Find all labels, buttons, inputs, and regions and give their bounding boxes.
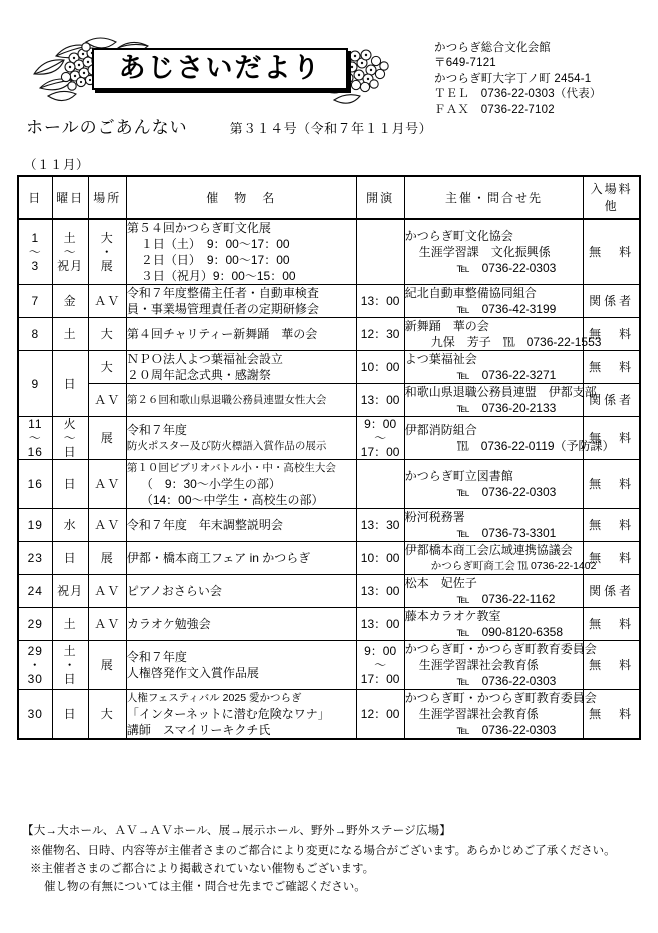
table-row: [18, 641, 640, 690]
table-row: [18, 318, 640, 351]
cell-start-time: [356, 219, 404, 285]
col-header-time: 開演: [356, 176, 404, 219]
cell-event-name: 令和７年度 防火ポスター及び防火標語入賞作品の展示: [126, 417, 356, 460]
cell-day: 7: [18, 285, 52, 318]
cell-admission-fee: 無 料: [584, 608, 640, 641]
cell-admission-fee: 無 料: [584, 219, 640, 285]
cell-admission-fee: 無 料: [584, 690, 640, 740]
col-header-day: 日: [18, 176, 52, 219]
cell-venue: 大: [88, 318, 126, 351]
cell-organizer-contact: 伊都消防組合 ℡ 0736-22-0119（予防課）: [404, 417, 584, 460]
cell-venue: ＡＶ: [88, 575, 126, 608]
cell-day: 30: [18, 690, 52, 740]
cell-day-of-week: 土: [52, 608, 88, 641]
note-confirm: 催し物の有無については主催・問合せ先までご確認ください。: [44, 881, 366, 893]
cell-day-of-week: 日: [52, 690, 88, 740]
cell-organizer-contact: 新舞踊 華の会 九保 芳子 ℡ 0736-22-1553: [404, 319, 602, 349]
cell-event-name: 第１０回ビブリオバトル小・中・高校生大会 （ 9：30〜小学生の部） （14：00〜中学生・高校生の部）: [126, 460, 356, 509]
table-row: [18, 285, 640, 318]
col-header-fee: 入場料他: [584, 176, 640, 219]
cell-day: 8: [18, 318, 52, 351]
cell-admission-fee: 関係者: [584, 285, 640, 318]
table-row: [18, 509, 640, 542]
cell-venue: ＡＶ: [88, 509, 126, 542]
cell-admission-fee: 関係者: [584, 575, 640, 608]
cell-day: 11 〜 16: [18, 417, 52, 460]
cell-day-of-week: 日: [52, 460, 88, 509]
cell-day: 29 ・ 30: [18, 641, 52, 690]
cell-day-of-week: 土 〜 祝月: [52, 219, 88, 285]
col-header-place: 場所: [88, 176, 126, 219]
cell-venue: 展: [88, 417, 126, 460]
note-unlisted: ※主催者さまのご都合により掲載されていない催物もございます。: [30, 863, 375, 875]
table-row: [18, 460, 640, 509]
cell-event-name: ピアノおさらい会: [126, 575, 356, 608]
table-row: [18, 384, 640, 417]
masthead: [0, 0, 658, 116]
cell-admission-fee: 関係者: [584, 384, 640, 417]
cell-organizer-contact: 伊都橋本商工会広域連携協議会 かつらぎ町商工会 ℡ 0736-22-1402: [404, 542, 584, 575]
cell-admission-fee: 無 料: [584, 417, 640, 460]
cell-admission-fee: 無 料: [584, 509, 640, 542]
table-row: [18, 608, 640, 641]
cell-organizer-contact: 和歌山県退職公務員連盟 伊都支部 ℡ 0736-20-2133: [404, 385, 597, 415]
cell-venue: 展: [88, 542, 126, 575]
issue-number: 第３１４号（令和７年１１月号）: [229, 121, 433, 136]
cell-venue: ＡＶ: [88, 285, 126, 318]
col-header-event: 催 物 名: [126, 176, 356, 219]
cell-start-time: 9：00 〜 17：00: [356, 417, 404, 460]
cell-organizer-contact: 藤本カラオケ教室 ℡ 090-8120-6358: [404, 608, 584, 641]
cell-start-time: 13：00: [356, 285, 404, 318]
cell-start-time: 13：00: [356, 384, 404, 417]
cell-day-of-week: 日: [52, 542, 88, 575]
cell-event-name: 伊都・橋本商工フェア in かつらぎ: [126, 542, 356, 575]
cell-venue: 展: [88, 641, 126, 690]
cell-day-of-week: 水: [52, 509, 88, 542]
venue-postal-code: 〒649-7121: [434, 57, 496, 70]
note-changes: ※催物名、日時、内容等が主催者さまのご都合により変更になる場合がございます。あらかじめご了承ください。: [30, 845, 616, 857]
venue-contact-block: [434, 41, 602, 118]
cell-venue: ＡＶ: [88, 384, 126, 417]
cell-event-name: 令和７年度 人権啓発作文入賞作品展: [126, 641, 356, 690]
cell-day: 19: [18, 509, 52, 542]
venue-fax: ＦＡＸ 0736-22-7102: [434, 103, 555, 116]
hall-guide-heading: ホールのごあんない: [26, 118, 188, 138]
newsletter-title-text: あじさいだより: [118, 52, 322, 84]
cell-admission-fee: 無 料: [584, 641, 640, 690]
cell-start-time: 13：00: [356, 608, 404, 641]
cell-organizer-contact: 粉河税務署 ℡ 0736-73-3301: [404, 509, 584, 542]
cell-event-name: 第５４回かつらぎ町文化展 １日（土） 9：00〜17：00 ２日（日） 9：00〜17：00 ３日（祝月）9：00〜15：00: [126, 219, 356, 285]
venue-abbreviation-legend: 【大→大ホール、ＡＶ→ＡＶホール、展→展示ホール、野外→野外ステージ広場】: [22, 825, 451, 837]
cell-day-of-week: 火 〜 日: [52, 417, 88, 460]
venue-address: かつらぎ町大字丁ノ町 2454-1: [434, 72, 592, 85]
cell-event-name: 令和７年度整備主任者・自動車検査 員・事業場管理責任者の定期研修会: [126, 285, 356, 318]
cell-day-of-week: 祝月: [52, 575, 88, 608]
cell-admission-fee: 無 料: [584, 542, 640, 575]
month-label: （１１月）: [24, 158, 90, 172]
cell-organizer-contact: よつ葉福祉会 ℡ 0736-22-3271: [404, 351, 584, 384]
venue-tel: ＴＥＬ 0736-22-0303（代表）: [434, 88, 602, 101]
cell-start-time: 9：00 〜 17：00: [356, 641, 404, 690]
cell-start-time: 10：00: [356, 542, 404, 575]
cell-start-time: 12：00: [356, 690, 404, 740]
cell-day: 9: [18, 351, 52, 417]
cell-admission-fee: 無 料: [584, 351, 640, 384]
cell-venue: 大 ・ 展: [88, 219, 126, 285]
cell-event-name: 第４回チャリティー新舞踊 華の会: [126, 318, 356, 351]
cell-event-name: ＮＰＯ法人よつ葉福祉会設立 ２０周年記念式典・感謝祭: [126, 351, 356, 384]
cell-organizer-contact: かつらぎ町立図書館 ℡ 0736-22-0303: [404, 460, 584, 509]
table-row: [18, 575, 640, 608]
cell-event-name: 令和７年度 年末調整説明会: [126, 509, 356, 542]
footer-notes: [22, 822, 642, 896]
cell-start-time: 13：30: [356, 509, 404, 542]
newsletter-title: [92, 48, 348, 90]
cell-organizer-contact: 紀北自動車整備協同組合 ℡ 0736-42-3199: [404, 285, 584, 318]
cell-venue: 大: [88, 690, 126, 740]
cell-day-of-week: 日: [52, 351, 88, 417]
cell-venue: 大: [88, 351, 126, 384]
cell-day-of-week: 金: [52, 285, 88, 318]
cell-organizer-contact: かつらぎ町・かつらぎ町教育委員会 生涯学習課社会教育係 ℡ 0736-22-0303: [404, 691, 597, 737]
cell-start-time: 13：00: [356, 575, 404, 608]
cell-event-name: カラオケ勉強会: [126, 608, 356, 641]
table-row: [18, 351, 640, 384]
table-row: [18, 219, 640, 285]
cell-venue: ＡＶ: [88, 460, 126, 509]
cell-admission-fee: 無 料: [584, 460, 640, 509]
cell-day-of-week: 土: [52, 318, 88, 351]
cell-event-name: 人権フェスティバル 2025 愛かつらぎ 「インターネットに潜む危険なワナ」 講師 スマイリーキクチ氏: [126, 690, 356, 740]
table-row: [18, 542, 640, 575]
cell-organizer-contact: かつらぎ町・かつらぎ町教育委員会 生涯学習課社会教育係 ℡ 0736-22-0303: [404, 642, 597, 688]
table-row: [18, 690, 640, 740]
masthead-title-group: [26, 34, 406, 110]
cell-day: 1 〜 3: [18, 219, 52, 285]
cell-start-time: [356, 460, 404, 509]
col-header-org: 主催・問合せ先: [404, 176, 584, 219]
venue-name: かつらぎ総合文化会館: [434, 42, 551, 54]
cell-day: 16: [18, 460, 52, 509]
table-header-row: [18, 176, 640, 219]
subtitle-line: [26, 113, 432, 138]
cell-day: 23: [18, 542, 52, 575]
cell-venue: ＡＶ: [88, 608, 126, 641]
col-header-dow: 曜日: [52, 176, 88, 219]
cell-admission-fee: 無 料: [584, 318, 640, 351]
event-schedule-table: [17, 175, 641, 740]
cell-organizer-contact: かつらぎ町文化協会 生涯学習課 文化振興係 ℡ 0736-22-0303: [404, 219, 584, 285]
cell-day: 24: [18, 575, 52, 608]
cell-start-time: 10：00: [356, 351, 404, 384]
cell-start-time: 12：30: [356, 318, 404, 351]
cell-event-name: 第２６回和歌山県退職公務員連盟女性大会: [126, 384, 356, 417]
cell-day-of-week: 土 ・ 日: [52, 641, 88, 690]
cell-organizer-contact: 松本 妃佐子 ℡ 0736-22-1162: [404, 575, 584, 608]
cell-day: 29: [18, 608, 52, 641]
table-row: [18, 417, 640, 460]
